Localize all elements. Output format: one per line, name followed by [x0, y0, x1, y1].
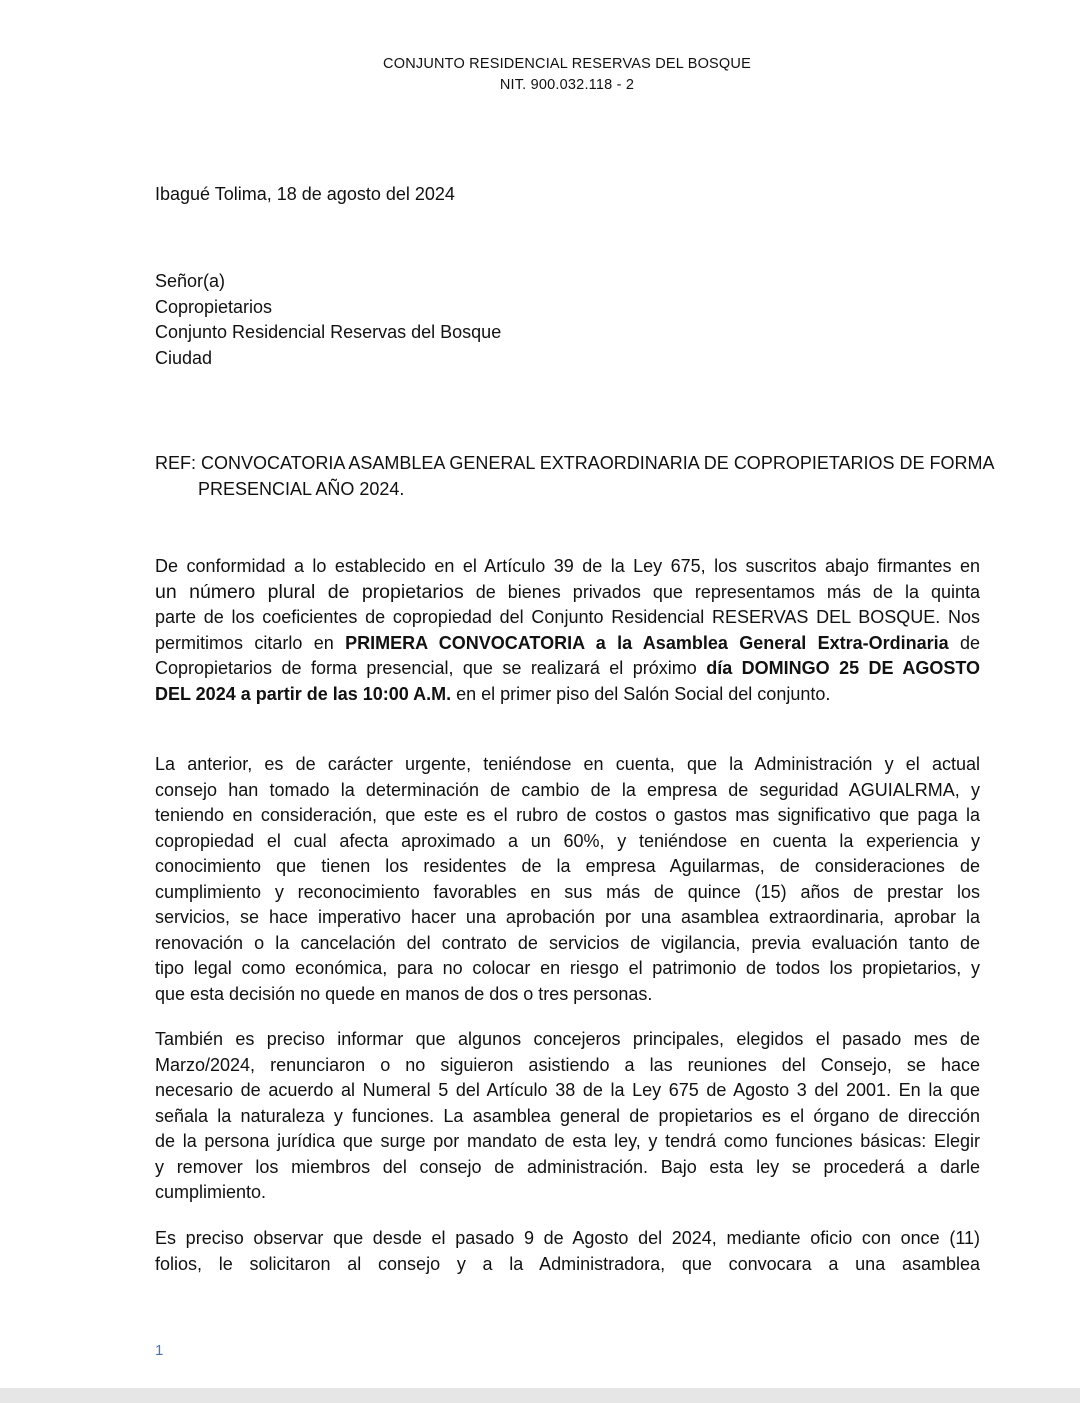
text-run-bold: día DOMINGO 25 DE AGOSTO [706, 658, 980, 678]
paragraph-council [155, 1027, 980, 1206]
paragraph-line: consejo han tomado la determinación de cambio de la empresa de seguridad AGUIALRMA, y [155, 779, 980, 800]
paragraph-line: cumplimiento. [155, 1182, 267, 1202]
paragraph-line: de la persona jurídica que surge por mandato de esta ley, y tendrá como funciones básicas: Elegir [155, 1131, 980, 1151]
org-nit: NIT. 900.032.118 - 2 [499, 77, 635, 93]
paragraph-urgency [155, 752, 980, 1007]
reference-line-2: PRESENCIAL AÑO 2024. [198, 478, 405, 499]
paragraph-line [155, 554, 980, 580]
paragraph-line: folios, le solicitaron al consejo y a la Administradora, que convocara a una asamblea [155, 1253, 980, 1274]
paragraph-line: tipo legal como económica, para no colocar en riesgo el patrimonio de todos los propietarios, y [155, 958, 980, 978]
text-run: Copropietarios de forma presencial, que se realizará el próximo [155, 658, 707, 678]
date-text: Ibagué Tolima, 18 de agosto del 2024 [155, 184, 455, 204]
paragraph-line: La anterior, es de carácter urgente, teniéndose en cuenta, que la Administración y el actual [155, 754, 980, 774]
paragraph-line: señala la naturaleza y funciones. La asamblea general de propietarios es el órgano de dirección [155, 1105, 980, 1126]
paragraph-line: También es preciso informar que algunos concejeros principales, elegidos el pasado mes de [155, 1029, 980, 1049]
paragraph-line [155, 656, 980, 682]
paragraph-line: teniendo en consideración, que este es el rubro de costos o gastos mas significativo que paga la [155, 805, 980, 825]
paragraph-line: y remover los miembros del consejo de administración. Bajo esta ley se procederá a darle [155, 1156, 980, 1177]
paragraph-line: Marzo/2024, renunciaron o no siguieron asistiendo a las reuniones del Consejo, se hace [155, 1054, 980, 1075]
paragraph-request [155, 1226, 980, 1277]
text-run: en el primer piso del Salón Social del conjunto. [451, 683, 831, 704]
text-run: de [948, 632, 980, 653]
viewer-bottom-strip [0, 1388, 1080, 1403]
text-run-large: un número plural de propietarios [155, 580, 464, 603]
paragraph-line [155, 631, 980, 657]
recipient-addressee: Copropietarios [155, 296, 273, 317]
recipient-city: Ciudad [155, 347, 213, 368]
recipient-complex: Conjunto Residencial Reservas del Bosque [155, 322, 502, 342]
text-run-bold: DEL 2024 a partir de las 10:00 A.M. [155, 683, 452, 704]
paragraph-line [155, 605, 980, 631]
recipient-block [155, 269, 980, 371]
paragraph-line: Es preciso observar que desde el pasado 9 de Agosto del 2024, mediante oficio con once (11) [155, 1228, 980, 1248]
paragraph-line: cumplimiento y reconocimiento favorables en sus más de quince (15) años de prestar los [155, 881, 980, 902]
paragraph-line: renovación o la cancelación del contrato de servicios de vigilancia, previa evaluación tanto de [155, 932, 980, 953]
text-run: De conformidad a lo establecido en el Artículo 39 de la Ley 675, los suscritos abajo firmantes en [155, 556, 980, 576]
paragraph-line: copropiedad el cual afecta aproximado a un 60%, y teniéndose en cuenta la experiencia y [155, 830, 980, 851]
paragraph-line: necesario de acuerdo al Numeral 5 del Artículo 38 de la Ley 675 de Agosto 3 del 2001. En la que [155, 1080, 980, 1100]
paragraph-line: servicios, se hace imperativo hacer una aprobación por una asamblea extraordinaria, aprobar la [155, 907, 980, 927]
letterhead [0, 54, 1080, 96]
text-run-bold: PRIMERA CONVOCATORIA a la Asamblea General Extra-Ordinaria [345, 632, 949, 653]
paragraph-line: conocimiento que tienen los residentes de la empresa Aguilarmas, de consideraciones de [155, 856, 980, 876]
text-run: permitimos citarlo en [155, 632, 346, 653]
paragraph-line [155, 682, 980, 708]
reference-line-1: REF: CONVOCATORIA ASAMBLEA GENERAL EXTRAORDINARIA DE COPROPIETARIOS DE FORMA [155, 453, 995, 473]
paragraph-line: que esta decisión no quede en manos de dos o tres personas. [155, 983, 653, 1004]
date-line [155, 182, 980, 208]
paragraph-line [155, 580, 980, 606]
org-name: CONJUNTO RESIDENCIAL RESERVAS DEL BOSQUE [383, 56, 751, 72]
paragraph-convocation [155, 554, 980, 707]
reference-block [155, 451, 995, 502]
text-run: de bienes privados que representamos más de la quinta [463, 581, 980, 602]
page-number: 1 [155, 1342, 164, 1359]
text-run: parte de los coeficientes de copropiedad del Conjunto Residencial RESERVAS DEL BOSQUE. Nos [155, 607, 980, 627]
recipient-salutation: Señor(a) [155, 271, 226, 291]
